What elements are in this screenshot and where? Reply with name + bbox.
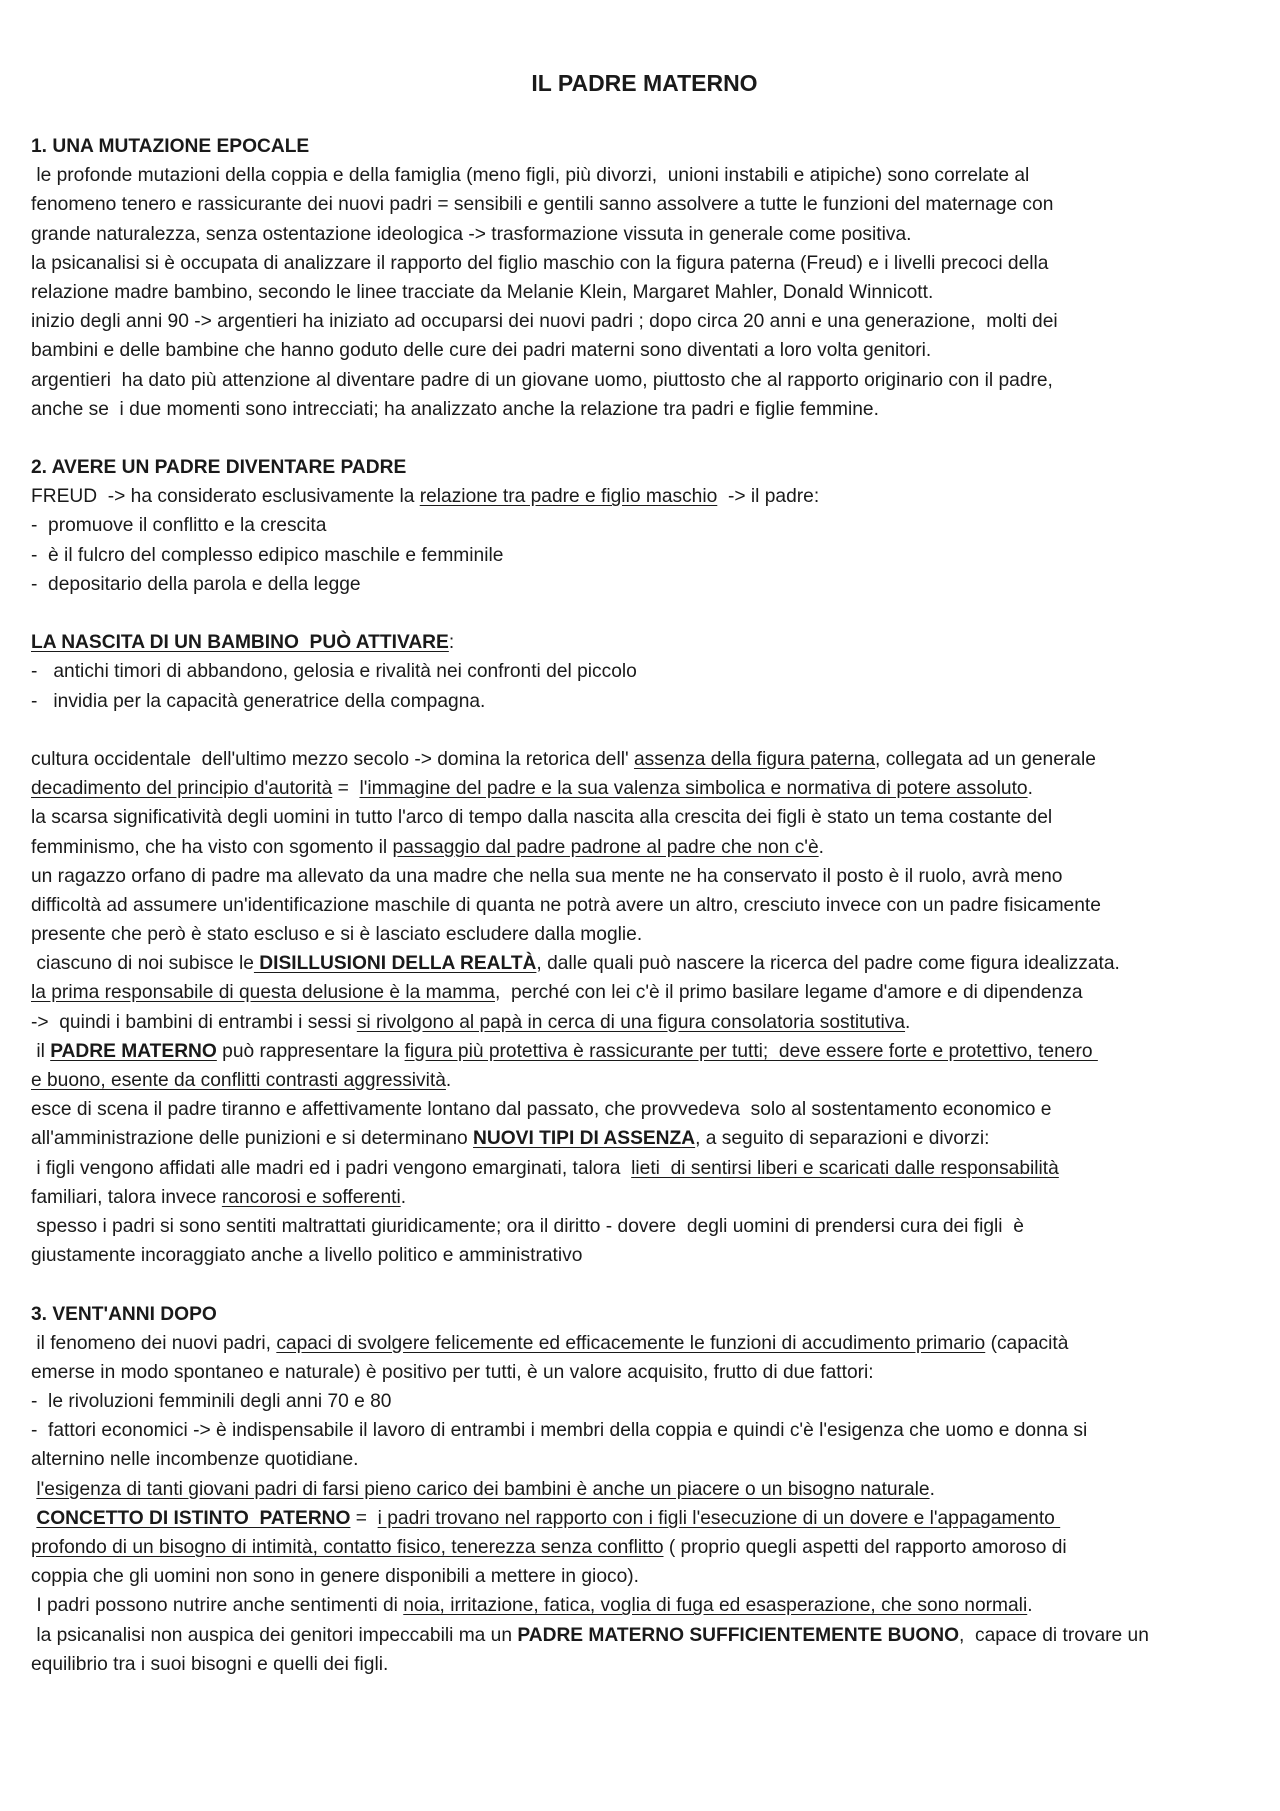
text-line <box>31 453 1258 482</box>
text-line <box>31 366 1258 395</box>
text-line <box>31 307 1258 336</box>
text-segment: inizio degli anni 90 -> argentieri ha iniziato ad occuparsi dei nuovi padri ; dopo circa 20 anni e una generazione, molti dei <box>31 311 1058 333</box>
text-line <box>31 278 1258 307</box>
text-line <box>31 891 1258 920</box>
text-line <box>31 220 1258 249</box>
text-segment: esce di scena il padre tiranno e affettivamente lontano dal passato, che provvedeva solo al sostentamento economico e <box>31 1099 1052 1121</box>
text-line <box>31 774 1258 803</box>
text-segment: , collegata ad un generale <box>875 748 1096 770</box>
text-segment: - promuove il conflitto e la crescita <box>31 515 327 537</box>
blank-line <box>31 424 1258 453</box>
text-segment: PADRE MATERNO <box>50 1040 217 1062</box>
text-segment: ciascuno di noi subisce le <box>31 953 254 975</box>
text-segment: = <box>350 1507 378 1529</box>
text-segment: - fattori economici -> è indispensabile il lavoro di entrambi i membri della coppia e quindi c'è l'esigenza che uomo e donna si <box>31 1420 1088 1442</box>
text-segment: = <box>332 778 360 800</box>
text-segment: PADRE MATERNO SUFFICIENTEMENTE BUONO <box>517 1624 960 1646</box>
text-segment: relazione madre bambino, secondo le linee tracciate da Melanie Klein, Margaret Mahler, Donald Winnicott. <box>31 281 934 303</box>
text-segment: anche se i due momenti sono intrecciati; ha analizzato anche la relazione tra padri e figlie femmine. <box>31 398 879 420</box>
document-body <box>31 132 1258 1679</box>
text-line <box>31 1416 1258 1445</box>
text-segment: e buono, esente da conflitti contrasti aggressività <box>31 1070 446 1091</box>
text-segment: - depositario della parola e della legge <box>31 573 361 595</box>
text-segment: le profonde mutazioni della coppia e della famiglia (meno figli, più divorzi, unioni instabili e atipiche) sono correlate al <box>31 165 1030 187</box>
text-segment: . <box>1027 1595 1033 1617</box>
page-title: IL PADRE MATERNO <box>531 70 758 96</box>
text-segment: ( proprio quegli aspetti del rapporto amoroso di <box>663 1537 1067 1558</box>
text-line <box>31 1591 1258 1620</box>
text-segment: si rivolgono al papà in cerca di una figura consolatoria sostitutiva <box>356 1011 906 1033</box>
text-segment: . <box>400 1186 407 1208</box>
text-segment: emerse in modo spontaneo e naturale) è positivo per tutti, è un valore acquisito, frutto di due fattori: <box>31 1361 874 1383</box>
blank-line <box>31 599 1258 628</box>
text-line <box>31 1095 1258 1124</box>
text-line <box>31 745 1258 774</box>
text-line <box>31 1650 1258 1679</box>
text-segment: giustamente incoraggiato anche a livello politico e amministrativo <box>31 1245 583 1267</box>
text-segment: . <box>818 836 824 858</box>
text-segment: all'amministrazione delle punizioni e si determinano <box>31 1128 474 1150</box>
text-segment: spesso i padri si sono sentiti maltrattati giuridicamente; ora il diritto - dovere degli uomini di prendersi cura dei figli è <box>31 1215 1024 1237</box>
text-segment: (capacità <box>985 1332 1069 1354</box>
text-line <box>31 833 1258 862</box>
text-segment: può rappresentare la <box>216 1040 405 1062</box>
text-line <box>31 1445 1258 1474</box>
text-line <box>31 1621 1258 1650</box>
text-line <box>31 657 1258 686</box>
text-segment: . <box>905 1011 911 1033</box>
text-segment: - invidia per la capacità generatrice della compagna. <box>31 690 486 712</box>
text-segment: figura più protettiva è rassicurante per tutti; deve essere forte e protettivo, tenero <box>404 1040 1098 1062</box>
text-line <box>31 1212 1258 1241</box>
text-segment: NUOVI TIPI DI ASSENZA <box>473 1128 696 1150</box>
text-line <box>31 395 1258 424</box>
text-segment: la prima responsabile di questa delusione è la mamma <box>31 982 495 1004</box>
text-segment: un ragazzo orfano di padre ma allevato da una madre che nella sua mente ne ha conservato il posto è il ruolo, avrà meno <box>31 865 1063 887</box>
text-line <box>31 249 1258 278</box>
text-segment: cultura occidentale dell'ultimo mezzo secolo -> domina la retorica dell' <box>31 748 634 770</box>
text-segment: capaci di svolgere felicemente ed efficacemente le funzioni di accudimento primario <box>276 1332 986 1354</box>
text-segment: presente che però è stato escluso e si è lasciato escludere dalla moglie. <box>31 924 643 946</box>
text-line <box>31 482 1258 511</box>
text-segment: l'immagine del padre e la sua valenza simbolica e normativa di potere assoluto <box>359 778 1028 800</box>
text-line <box>31 1008 1258 1037</box>
text-segment: DISILLUSIONI DELLA REALTÀ <box>253 953 537 975</box>
text-line <box>31 1066 1258 1095</box>
text-segment: passaggio dal padre padrone al padre che non c'è <box>392 836 819 858</box>
text-segment: LA NASCITA DI UN BAMBINO PUÒ ATTIVARE <box>31 632 449 654</box>
text-line <box>31 1533 1258 1562</box>
text-segment: . <box>1027 778 1033 800</box>
text-line <box>31 336 1258 365</box>
text-segment: , a seguito di separazioni e divorzi: <box>695 1128 990 1150</box>
text-line <box>31 1124 1258 1153</box>
text-line <box>31 1154 1258 1183</box>
text-segment: argentieri ha dato più attenzione al diventare padre di un giovane uomo, piuttosto che al rapporto originario con il padre, <box>31 369 1053 391</box>
blank-line <box>31 1270 1258 1299</box>
text-line <box>31 190 1258 219</box>
text-line <box>31 687 1258 716</box>
text-segment: noia, irritazione, fatica, voglia di fuga ed esasperazione, che sono normali <box>403 1595 1028 1617</box>
text-line <box>31 628 1258 657</box>
text-segment: : <box>448 632 455 654</box>
text-segment: , perché con lei c'è il primo basilare legame d'amore e di dipendenza <box>494 982 1083 1004</box>
text-segment: 3. VENT'ANNI DOPO <box>31 1303 217 1325</box>
text-line <box>31 1241 1258 1270</box>
text-segment: . <box>929 1478 935 1500</box>
text-segment: , capace di trovare un <box>959 1624 1149 1646</box>
text-line <box>31 920 1258 949</box>
text-segment: profondo di un bisogno di intimità, contatto fisico, tenerezza senza conflitto <box>31 1537 664 1558</box>
text-segment: - antichi timori di abbandono, gelosia e rivalità nei confronti del piccolo <box>31 661 637 683</box>
text-segment: alternino nelle incombenze quotidiane. <box>31 1449 359 1471</box>
text-segment: i figli vengono affidati alle madri ed i padri vengono emarginati, talora <box>31 1157 632 1179</box>
text-segment: la scarsa significatività degli uomini in tutto l'arco di tempo dalla nascita alla crescita dei figli è stato un tema costante del <box>31 807 1053 829</box>
text-line <box>31 1358 1258 1387</box>
text-segment: la psicanalisi non auspica dei genitori impeccabili ma un <box>31 1624 518 1646</box>
text-segment: I padri possono nutrire anche sentimenti di <box>31 1595 404 1617</box>
text-segment: il fenomeno dei nuovi padri, <box>31 1332 277 1354</box>
text-segment: - le rivoluzioni femminili degli anni 70 e 80 <box>31 1391 392 1413</box>
text-segment: CONCETTO DI ISTINTO PATERNO <box>36 1507 351 1529</box>
text-line <box>31 1037 1258 1066</box>
text-segment: -> il padre: <box>717 486 820 508</box>
text-segment: lieti di sentirsi liberi e scaricati dalle responsabilità <box>631 1157 1059 1179</box>
text-segment: la psicanalisi si è occupata di analizzare il rapporto del figlio maschio con la figura paterna (Freud) e i livelli precoci della <box>31 252 1049 274</box>
text-segment: fenomeno tenero e rassicurante dei nuovi padri = sensibili e gentili sanno assolvere a tutte le funzioni del maternage con <box>31 194 1054 216</box>
text-line <box>31 161 1258 190</box>
text-line <box>31 1562 1258 1591</box>
text-segment: femminismo, che ha visto con sgomento il <box>31 836 393 858</box>
text-line <box>31 1475 1258 1504</box>
text-segment: bambini e delle bambine che hanno goduto delle cure dei padri materni sono diventati a loro volta genitori. <box>31 340 932 362</box>
text-line <box>31 1504 1258 1533</box>
text-line <box>31 1183 1258 1212</box>
text-segment: - è il fulcro del complesso edipico maschile e femminile <box>31 544 504 566</box>
text-segment: rancorosi e sofferenti <box>221 1186 401 1208</box>
text-segment: equilibrio tra i suoi bisogni e quelli dei figli. <box>31 1653 389 1675</box>
text-line <box>31 803 1258 832</box>
text-segment: il <box>31 1040 51 1062</box>
text-segment: FREUD -> ha considerato esclusivamente la <box>31 486 420 508</box>
text-line <box>31 862 1258 891</box>
text-line <box>31 949 1258 978</box>
text-line <box>31 1329 1258 1358</box>
text-segment: assenza della figura paterna <box>633 748 876 770</box>
text-segment: relazione tra padre e figlio maschio <box>419 486 718 508</box>
text-segment: , dalle quali può nascere la ricerca del padre come figura idealizzata. <box>536 953 1120 975</box>
text-segment: i padri trovano nel rapporto con i figli l'esecuzione di un dovere e l'appagamento <box>377 1507 1061 1529</box>
text-segment: . <box>445 1070 452 1091</box>
text-segment: coppia che gli uomini non sono in genere disponibili a mettere in gioco). <box>31 1566 639 1588</box>
text-line <box>31 1300 1258 1329</box>
text-line <box>31 1387 1258 1416</box>
text-segment: 2. AVERE UN PADRE DIVENTARE PADRE <box>31 457 407 479</box>
text-segment: -> quindi i bambini di entrambi i sessi <box>31 1011 357 1033</box>
text-segment: grande naturalezza, senza ostentazione ideologica -> trasformazione vissuta in generale come positiva. <box>31 223 912 245</box>
text-line <box>31 132 1258 161</box>
blank-line <box>31 716 1258 745</box>
text-segment: 1. UNA MUTAZIONE EPOCALE <box>31 136 310 157</box>
text-line <box>31 541 1258 570</box>
text-segment: l'esigenza di tanti giovani padri di farsi pieno carico dei bambini è anche un piacere o un bisogno naturale <box>36 1478 930 1500</box>
text-segment: decadimento del principio d'autorità <box>31 778 333 800</box>
text-segment: familiari, talora invece <box>31 1186 222 1208</box>
text-line <box>31 978 1258 1007</box>
text-segment: difficoltà ad assumere un'identificazione maschile di quanta ne potrà avere un altro, cresciuto invece con un padre fisicamente <box>31 894 1101 916</box>
text-line <box>31 511 1258 540</box>
text-line <box>31 570 1258 599</box>
